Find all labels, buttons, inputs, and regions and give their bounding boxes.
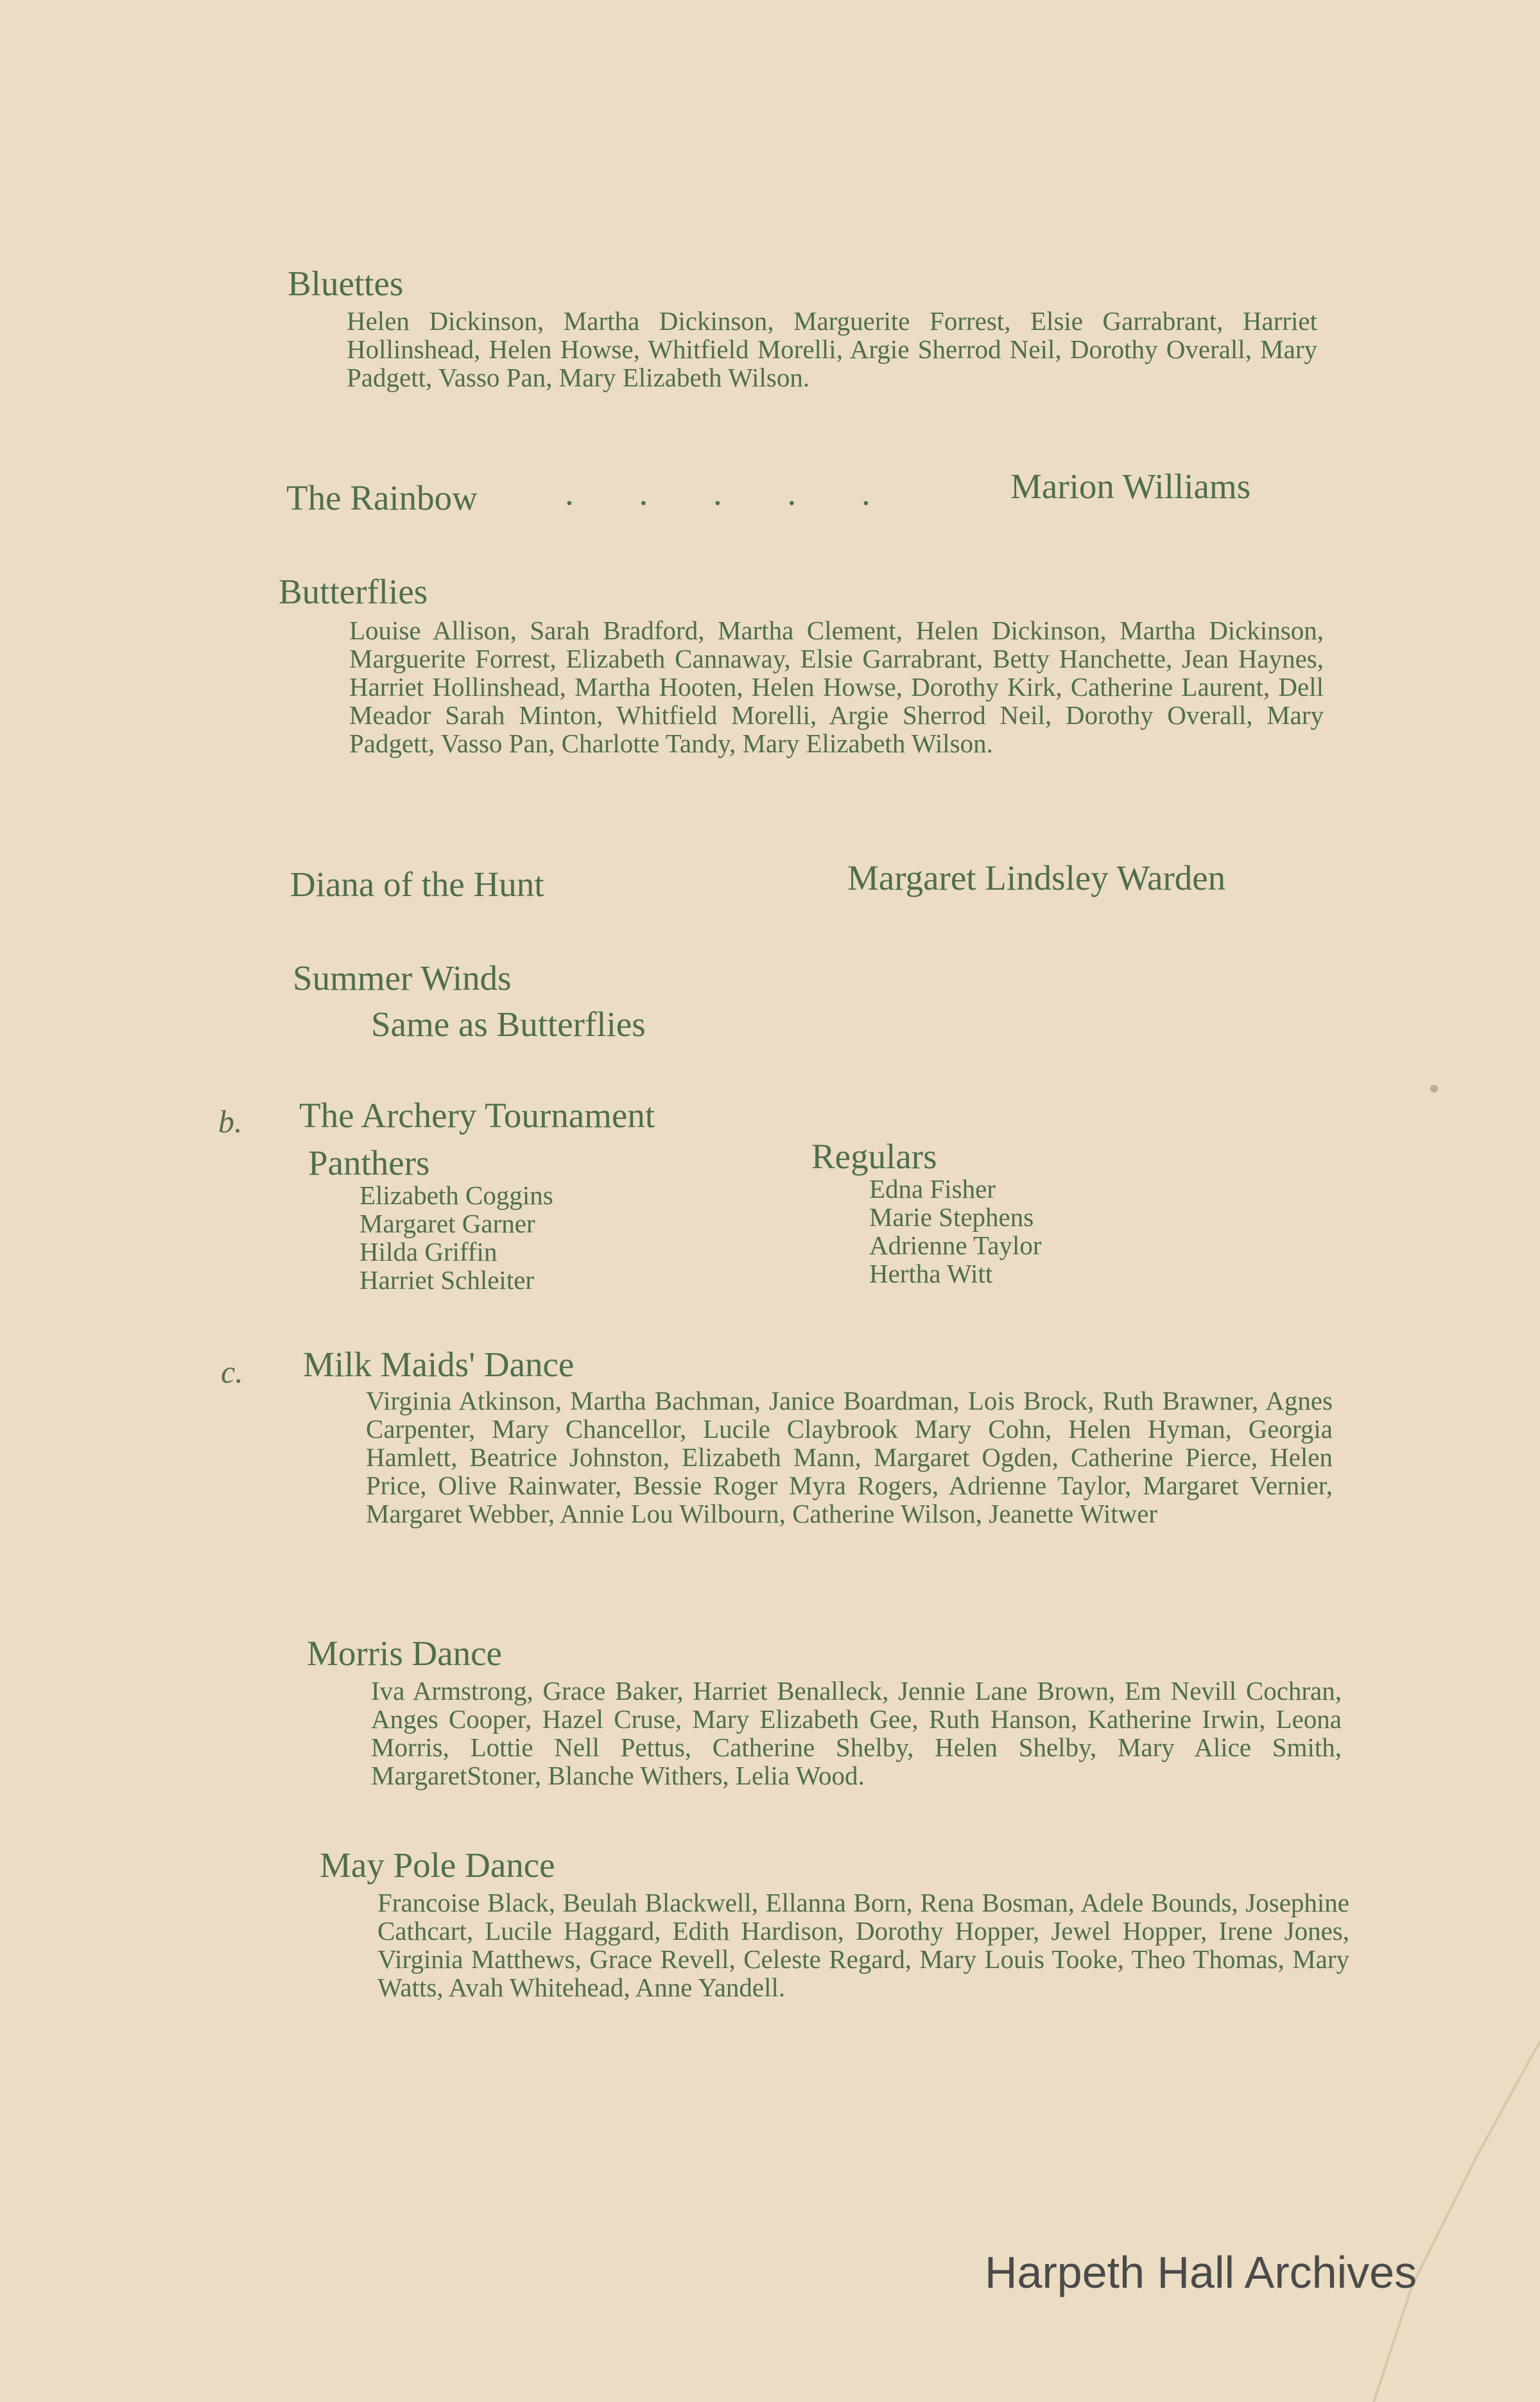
panthers-member: Margaret Garner <box>359 1209 535 1238</box>
morris-names: Iva Armstrong, Grace Baker, Harriet Benalleck, Jennie Lane Brown, Em Nevill Cochran, Anges Cooper, Hazel Cruse, Mary Elizabeth Gee, Ruth Hanson, Katherine Irwin, Leona Morris, Lottie Nell Pettus, Catherine Shelby, Helen Shelby, Mary Alice Smith, MargaretStoner, Blanche Withers, Lelia Wood. <box>371 1676 1342 1790</box>
milk-maids-title: Milk Maids' Dance <box>303 1345 575 1384</box>
butterflies-title: Butterflies <box>279 572 428 611</box>
archery-title: The Archery Tournament <box>299 1096 655 1135</box>
panthers-member: Elizabeth Coggins <box>359 1180 553 1210</box>
rainbow-leader-dots: . . . . . <box>565 473 870 512</box>
milk-maids-names: Virginia Atkinson, Martha Bachman, Janice Boardman, Lois Brock, Ruth Brawner, Agnes Carpenter, Mary Chancellor, Lucile Claybrook Mary Cohn, Helen Hyman, Georgia Hamlett, Beatrice Johnston, Elizabeth Mann, Margaret Ogden, Catherine Pierce, Helen Price, Olive Rainwater, Bessie Roger Myra Rogers, Adrienne Taylor, Margaret Vernier, Margaret Webber, Annie Lou Wilbourn, Catherine Wilson, Jeanette Witwer <box>366 1386 1333 1528</box>
regulars-member: Hertha Witt <box>869 1259 993 1288</box>
regulars-title: Regulars <box>811 1137 937 1176</box>
panthers-title: Panthers <box>308 1143 430 1182</box>
diana-performer: Margaret Lindsley Warden <box>847 858 1226 897</box>
archive-watermark: Harpeth Hall Archives <box>985 2247 1417 2297</box>
summer-winds-note: Same as Butterflies <box>371 1005 646 1044</box>
bluettes-title: Bluettes <box>288 264 404 303</box>
morris-title: Morris Dance <box>307 1634 502 1673</box>
panthers-member: Hilda Griffin <box>359 1237 497 1266</box>
rainbow-performer: Marion Williams <box>1010 467 1251 506</box>
section-letter-c: c. <box>221 1354 243 1390</box>
regulars-member: Edna Fisher <box>869 1174 996 1204</box>
butterflies-names: Louise Allison, Sarah Bradford, Martha Clement, Helen Dickinson, Martha Dickinson, Marguerite Forrest, Elizabeth Cannaway, Elsie Garrabrant, Betty Hanchette, Jean Haynes, Harriet Hollinshead, Martha Hooten, Helen Howse, Dorothy Kirk, Catherine Laurent, Dell Meador Sarah Minton, Whitfield Morelli, Argie Sherrod Neil, Dorothy Overall, Mary Padgett, Vasso Pan, Charlotte Tandy, Mary Elizabeth Wilson. <box>349 616 1324 758</box>
rainbow-title: The Rainbow <box>286 478 478 517</box>
maypole-title: May Pole Dance <box>320 1845 555 1885</box>
diana-title: Diana of the Hunt <box>290 865 544 904</box>
panthers-member: Harriet Schleiter <box>359 1265 535 1295</box>
bluettes-names: Helen Dickinson, Martha Dickinson, Marguerite Forrest, Elsie Garrabrant, Harriet Hollinshead, Helen Howse, Whitfield Morelli, Argie Sherrod Neil, Dorothy Overall, Mary Padgett, Vasso Pan, Mary Elizabeth Wilson. <box>347 306 1317 392</box>
summer-winds-title: Summer Winds <box>293 958 512 998</box>
maypole-names: Francoise Black, Beulah Blackwell, Ellanna Born, Rena Bosman, Adele Bounds, Josephine Cathcart, Lucile Haggard, Edith Hardison, Dorothy Hopper, Jewel Hopper, Irene Jones, Virginia Matthews, Grace Revell, Celeste Regard, Mary Louis Tooke, Theo Thomas, Mary Watts, Avah Whitehead, Anne Yandell. <box>377 1888 1349 2002</box>
regulars-member: Adrienne Taylor <box>869 1231 1042 1260</box>
regulars-member: Marie Stephens <box>869 1202 1034 1232</box>
section-letter-b: b. <box>218 1103 243 1139</box>
